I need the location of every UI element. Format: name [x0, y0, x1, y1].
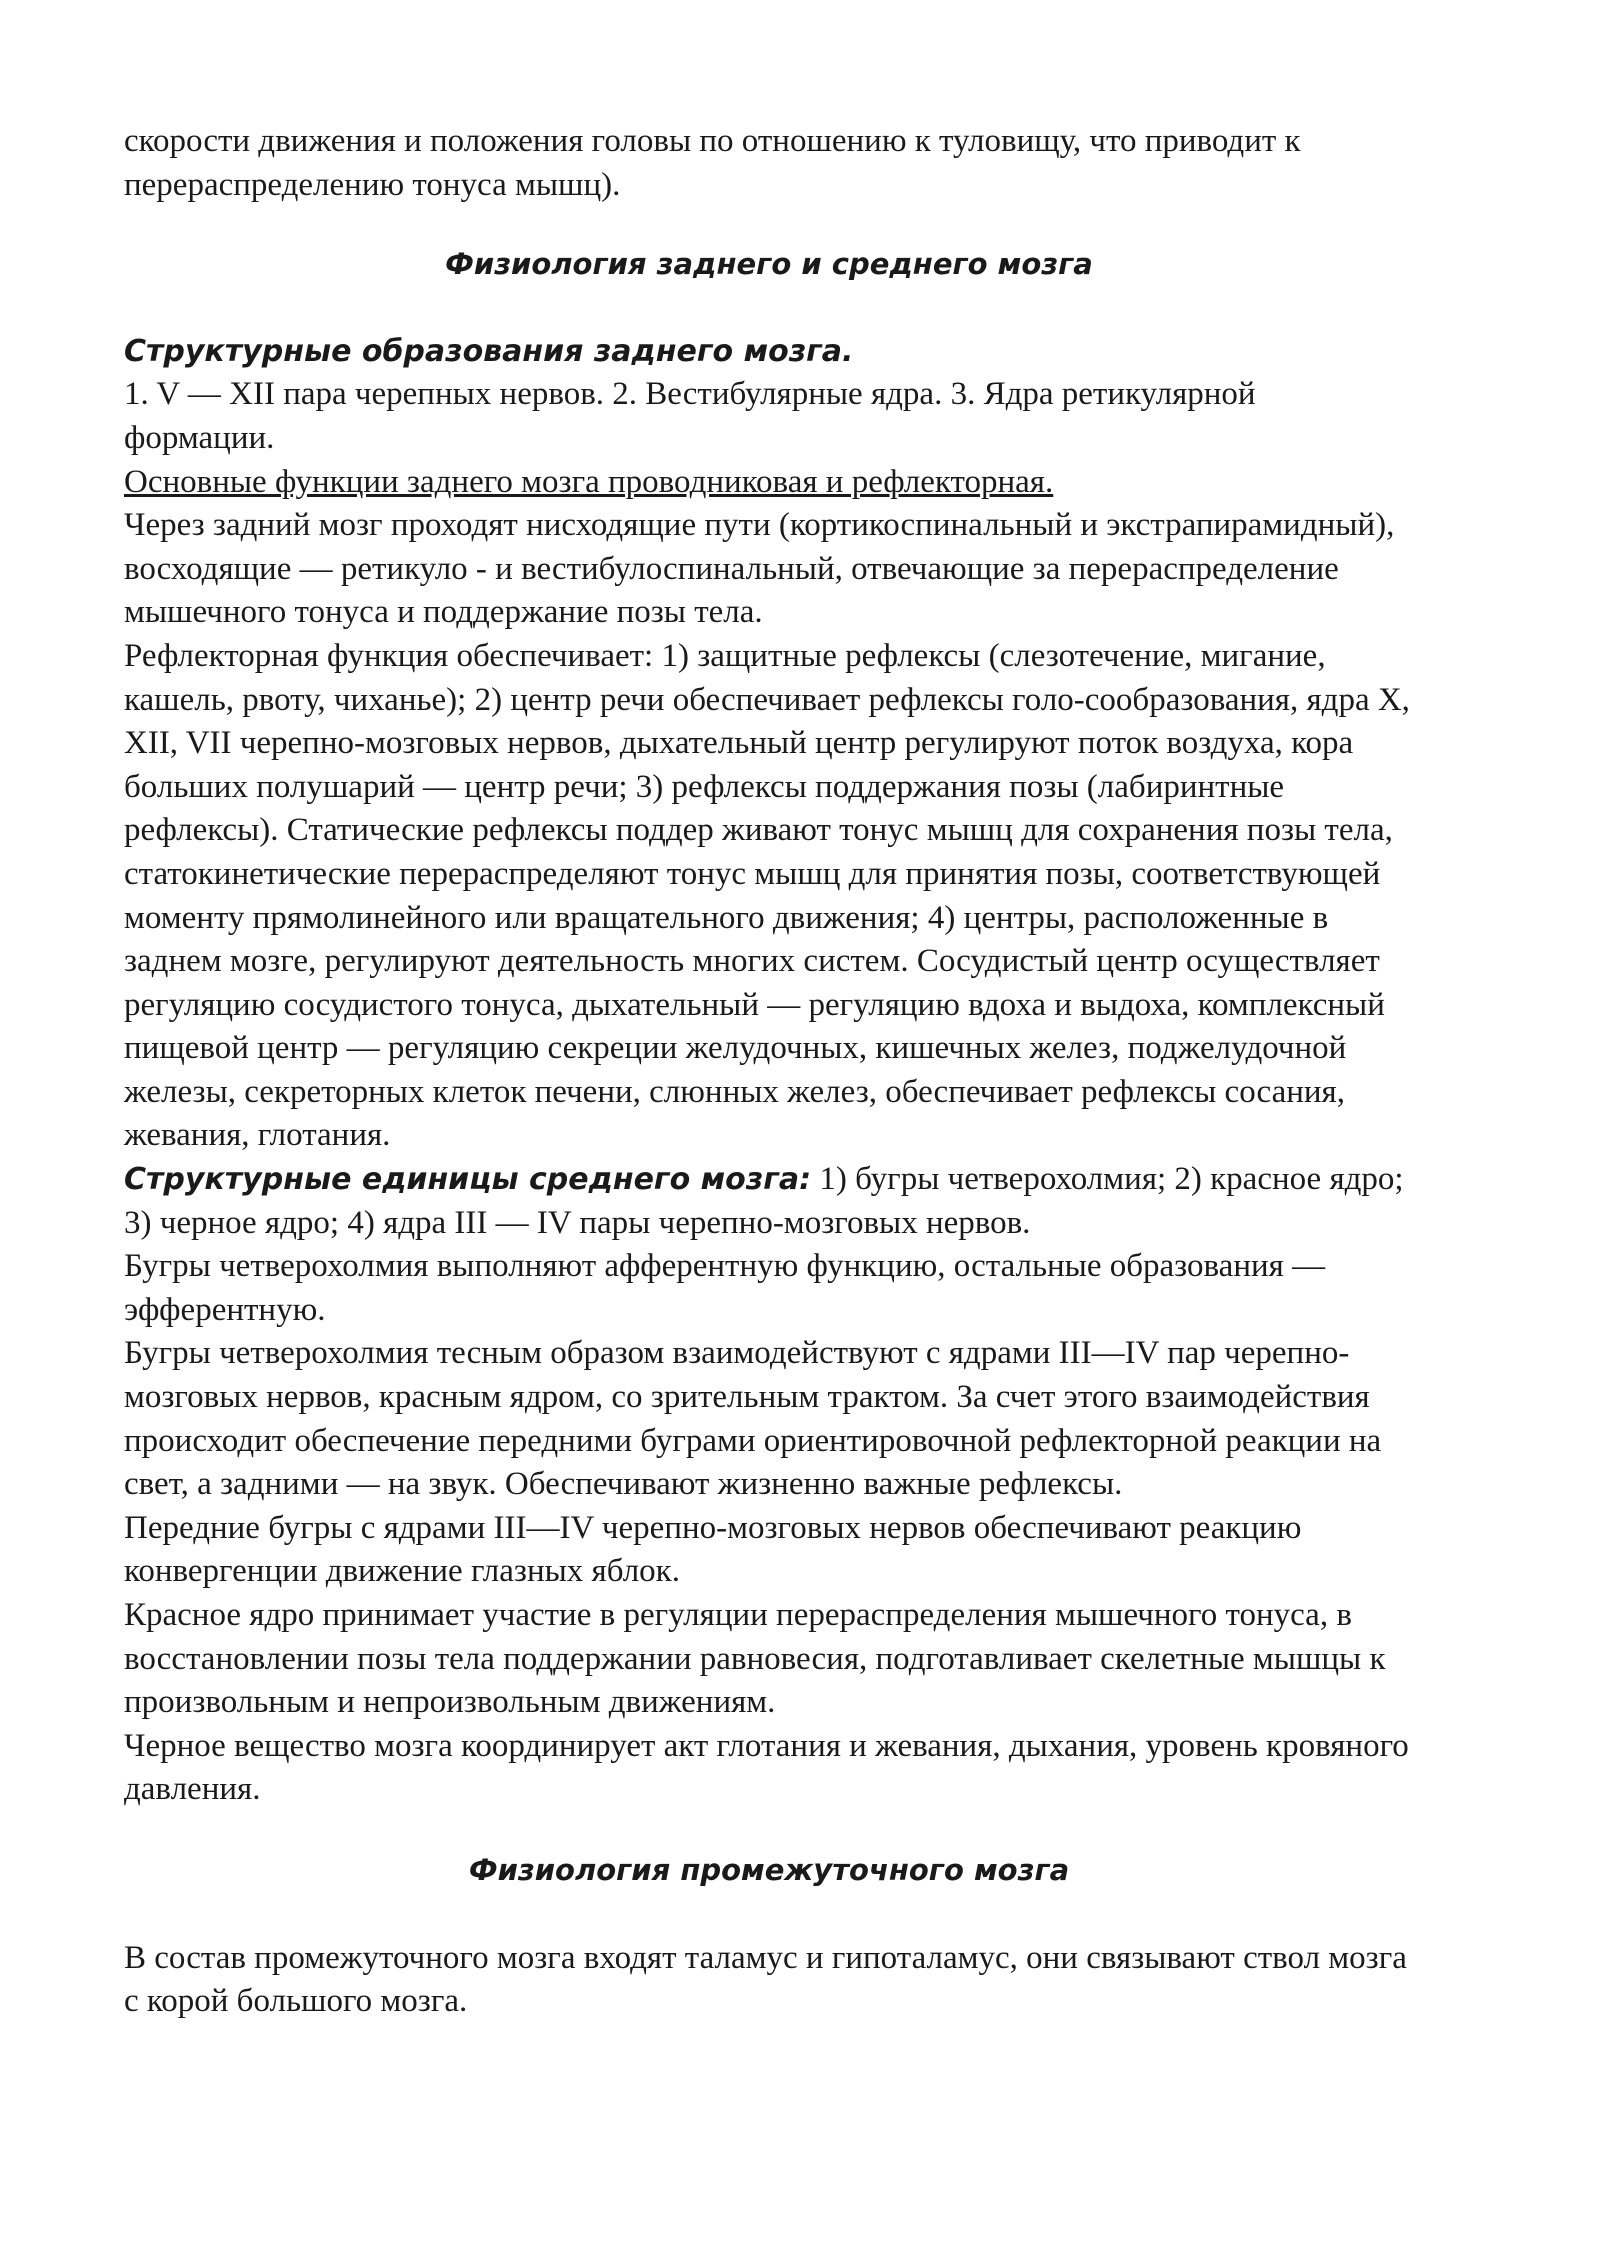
section-heading-diencephalon: Физиология промежуточного мозга	[468, 1852, 1070, 1887]
midbrain-units-lead: Структурные единицы среднего мозга:	[124, 1162, 812, 1198]
red-nucleus-paragraph: Красное ядро принимает участие в регуляции перераспределения мышечного тонуса, в восстановлении позы тела поддержании равновесия, подготавливает скелетные мышцы к произвольным и непроизвольным движениям.	[124, 1597, 1386, 1721]
diencephalon-composition-paragraph: В состав промежуточного мозга входят таламус и гипоталамус, они связывают ствол мозга с корой большого мозга.	[124, 1939, 1407, 2020]
hindbrain-functions-statement: Основные функции заднего мозга проводниковая и рефлекторная.	[124, 463, 1054, 500]
black-substance-paragraph: Черное вещество мозга координирует акт глотания и жевания, дыхания, уровень кровяного давления.	[124, 1727, 1409, 1808]
tubercles-function-paragraph: Бугры четверохолмия выполняют афферентную функцию, остальные образования — эфферентную.	[124, 1248, 1326, 1328]
section-heading-hind-midbrain: Физиология заднего и среднего мозга	[445, 247, 1093, 282]
hindbrain-structures-list: 1. V — XII пара черепных нервов. 2. Вестибулярные ядра. 3. Ядра ретикулярной формации.	[124, 376, 1256, 456]
tubercles-interaction-paragraph: Бугры четверохолмия тесным образом взаимодействуют с ядрами III—IV пар черепно-мозговых нервов, красным ядром, со зрительным трактом. За счет этого взаимодействия происходит обеспечение передними буграми ориентировочной рефлекторной реакции на свет, а задними — на звук. Обеспечивают жизненно важные рефлексы.	[124, 1335, 1382, 1503]
intro-paragraph: скорости движения и положения головы по отношению к туловищу, что приводит к перераспределению тонуса мышц).	[124, 123, 1301, 203]
hindbrain-paths-paragraph: Через задний мозг проходят нисходящие пути (кортикоспинальный и экстрапирамидный), восходящие — ретикуло - и вестибулоспинальный, отвечающие за перераспределение мышечного тонуса и поддержание позы тела.	[124, 507, 1395, 631]
hindbrain-structures-paragraph	[124, 330, 1414, 374]
anterior-tubercles-paragraph: Передние бугры с ядрами III—IV черепно-мозговых нервов обеспечивают реакцию конвергенции движение глазных яблок.	[124, 1509, 1302, 1590]
midbrain-units-paragraph	[124, 1158, 1414, 1245]
document-page	[124, 120, 1414, 2024]
reflex-function-paragraph: Рефлекторная функция обеспечивает: 1) защитные рефлексы (слезотечение, мигание, кашель, рвоту, чиханье); 2) центр речи обеспечивает рефлексы голо-сообразования, ядра X, XII, VII черепно-мозговых нервов, дыхательный центр регулируют поток воздуха, кора больших полушарий — центр речи; 3) рефлексы поддержания позы (лабиринтные рефлексы). Статические рефлексы поддер живают тонус мышц для сохранения позы тела, статокинетические перераспределяют тонус мышц для принятия позы, соответствующей моменту прямолинейного или вращательного движения; 4) центры, расположенные в заднем мозге, регулируют деятельность многих систем. Сосудистый центр осуществляет регуляцию сосудистого тонуса, дыхательный — регуляцию вдоха и выдоха, комплексный пищевой центр — регуляцию секреции желудочных, кишечных желез, поджелудочной железы, секреторных клеток печени, слюнных желез, обеспечивает рефлексы сосания, жевания, глотания.	[124, 637, 1410, 1154]
midbrain-units-list: 1) бугры четверохолмия; 2) красное ядро; 3) черное ядро; 4) ядра III — IV пары черепно-мозговых нервов.	[124, 1161, 1404, 1241]
hindbrain-structures-lead: Структурные образования заднего мозга.	[124, 333, 854, 369]
